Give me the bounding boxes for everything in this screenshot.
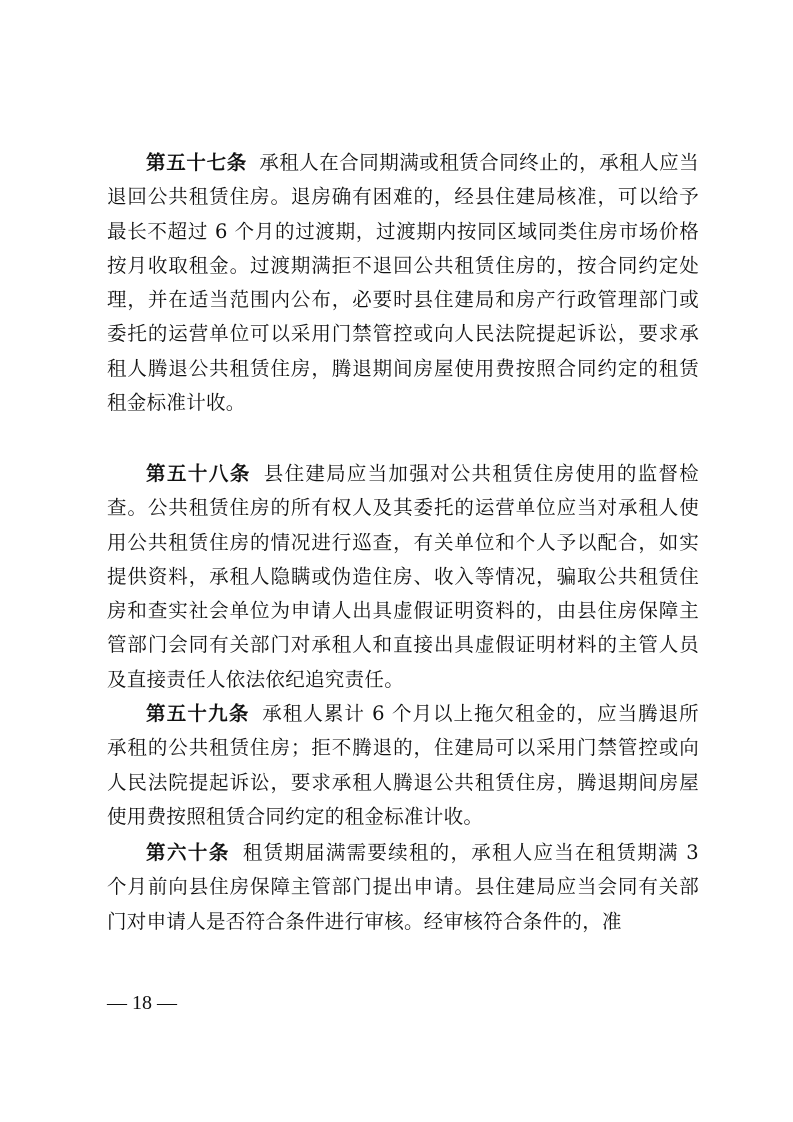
article-58-body: 县住建局应当加强对公共租赁住房使用的监督检查。公共租赁住房的所有权人及其委托的运营单位应当对承租人使用公共租赁住房的情况进行巡查，有关单位和个人予以配合，如实提供资料，承租人隐瞒或伪造住房、收入等情况，骗取公共租赁住房和查实社会单位为申请人出具虚假证明资料的，由县住房保障主管部门会同有关部门对承租人和直接出具虚假证明材料的主管人员及直接责任人依法依纪追究责任。	[107, 462, 699, 691]
article-57-title: 第五十七条	[146, 151, 247, 174]
article-60	[107, 836, 699, 939]
article-60-title: 第六十条	[146, 841, 230, 864]
article-58-title: 第五十八条	[146, 462, 251, 485]
article-60-body: 租赁期届满需要续租的，承租人应当在租赁期满 3 个月前向县住房保障主管部门提出申请。县住建局应当会同有关部门对申请人是否符合条件进行审核。经审核符合条件的，准	[107, 841, 699, 933]
page-number: — 18 —	[107, 992, 177, 1014]
article-59-body: 承租人累计 6 个月以上拖欠租金的，应当腾退所承租的公共租赁住房；拒不腾退的，住建局可以采用门禁管控或向人民法院提起诉讼，要求承租人腾退公共租赁住房，腾退期间房屋使用费按照租赁合同约定的租金标准计收。	[107, 702, 699, 828]
article-59	[107, 697, 699, 834]
article-57-body: 承租人在合同期满或租赁合同终止的，承租人应当退回公共租赁住房。退房确有困难的，经县住建局核准，可以给予最长不超过 6 个月的过渡期，过渡期内按同区域同类住房市场价格按月收取租金。过渡期满拒不退回公共租赁住房的，按合同约定处理，并在适当范围内公布，必要时县住建局和房产行政管理部门或委托的运营单位可以采用门禁管控或向人民法院提起诉讼，要求承租人腾退公共租赁住房，腾退期间房屋使用费按照合同约定的租赁租金标准计收。	[107, 151, 699, 415]
article-59-title: 第五十九条	[146, 702, 250, 725]
article-58	[107, 457, 699, 697]
article-57	[107, 146, 699, 420]
